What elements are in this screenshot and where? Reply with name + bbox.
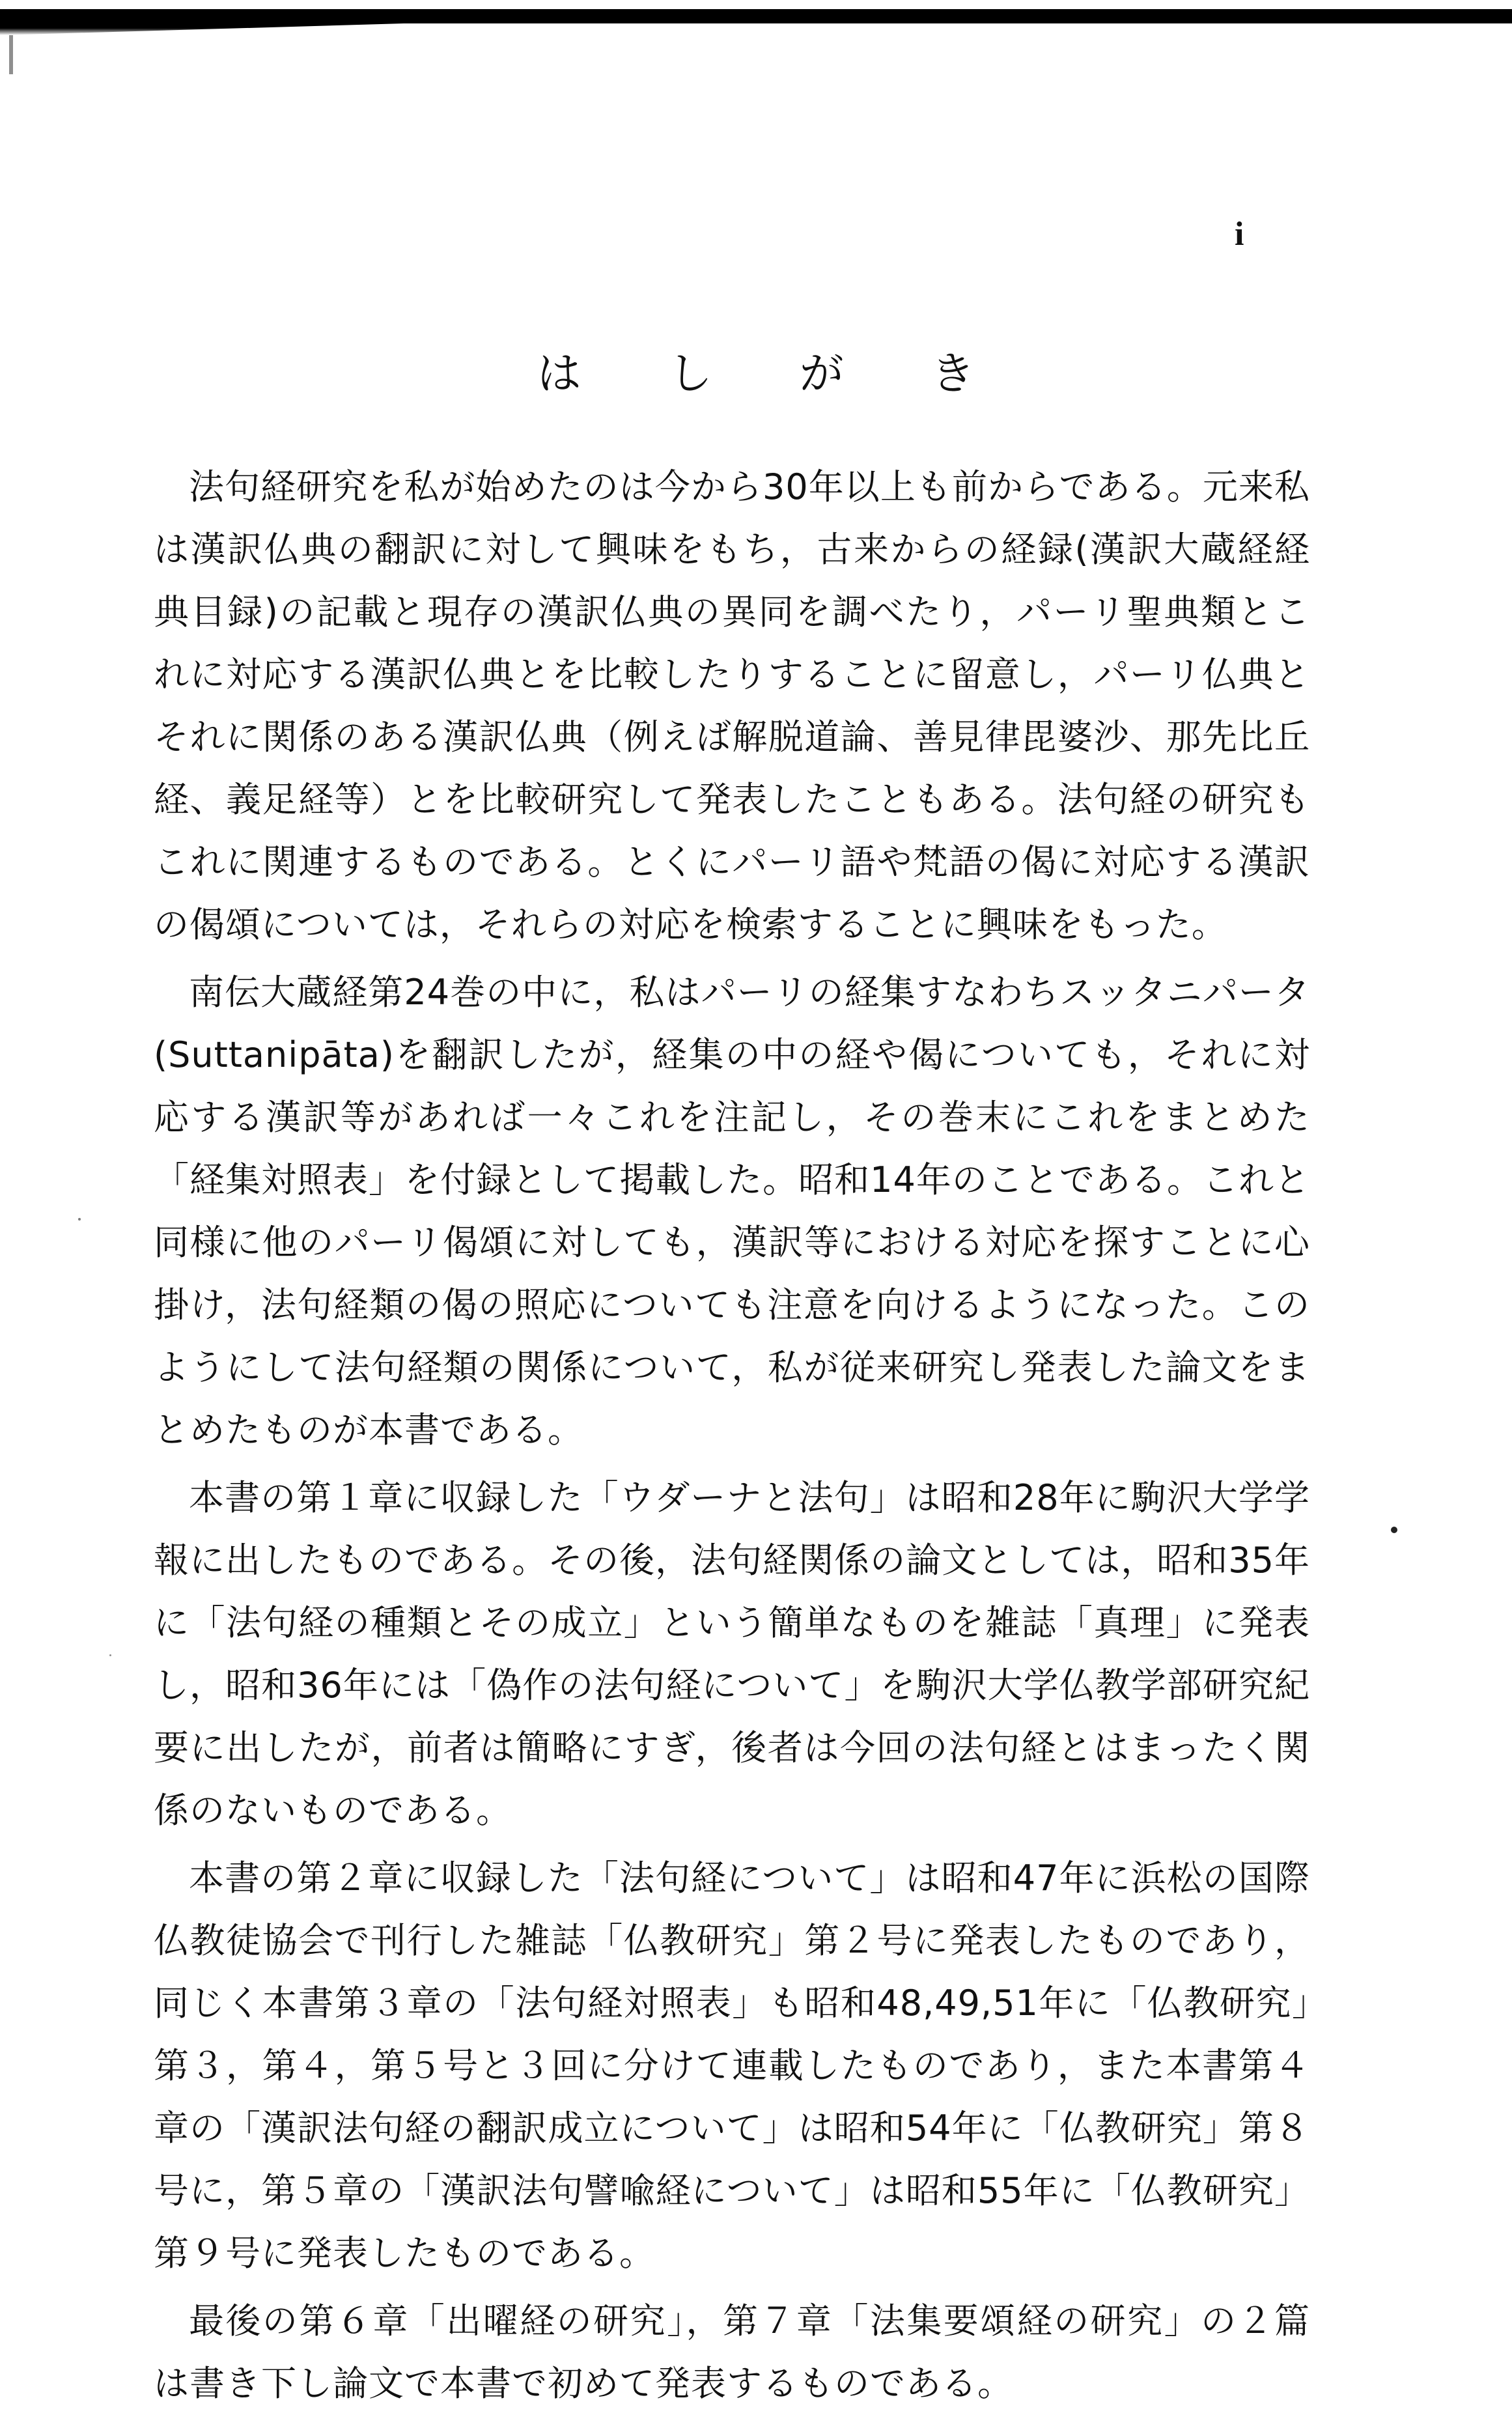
paragraph-4: 本書の第２章に収録した「法句経について」は昭和47年に浜松の国際仏教徒協会で刊行した雑誌「仏教研究」第２号に発表したものであり，同じく本書第３章の「法句経対照表」も昭和48,49,51年に「仏教研究」第３，第４，第５号と３回に分けて連載したものであり，また本書第４章の「漢訳法句経の翻訳成立について」は昭和54年に「仏教研究」第８号に，第５章の「漢訳法句譬喩経について」は昭和55年に「仏教研究」第９号に発表したものである。 xyxy=(154,1857,1310,2274)
body-text xyxy=(154,456,1310,2415)
page-number: i xyxy=(1235,216,1244,253)
scan-speck xyxy=(109,1654,111,1656)
scan-edge-mark xyxy=(9,35,13,74)
scan-speck xyxy=(78,1218,81,1221)
paragraph-1: 法句経研究を私が始めたのは今から30年以上も前からである。元来私は漢訳仏典の翻訳に対して興味をもち，古来からの経録(漢訳大蔵経経典目録)の記載と現存の漢訳仏典の異同を調べたり，パーリ聖典類とこれに対応する漢訳仏典とを比較したりすることに留意し，パーリ仏典とそれに関係のある漢訳仏典（例えば解脱道論、善見律毘婆沙、那先比丘経、義足経等）とを比較研究して発表したこともある。法句経の研究もこれに関連するものである。とくにパーリ語や梵語の偈に対応する漢訳の偈頌については，それらの対応を検索することに興味をもった。 xyxy=(154,466,1310,945)
paragraph-3: 本書の第１章に収録した「ウダーナと法句」は昭和28年に駒沢大学学報に出したものである。その後，法句経関係の論文としては，昭和35年に「法句経の種類とその成立」という簡単なものを雑誌「真理」に発表し，昭和36年には「偽作の法句経について」を駒沢大学仏教学部研究紀要に出したが，前者は簡略にすぎ，後者は今回の法句経とはまったく関係のないものである。 xyxy=(154,1477,1310,1831)
paragraph-5: 最後の第６章「出曜経の研究」，第７章「法集要頌経の研究」の２篇は書き下し論文で本書で初めて発表するものである。 xyxy=(154,2300,1310,2404)
page-title: は し が き xyxy=(537,348,1012,400)
top-border-shadow xyxy=(0,23,404,35)
top-border-rule xyxy=(0,9,1512,23)
paragraph-2: 南伝大蔵経第24巻の中に，私はパーリの経集すなわちスッタニパータ(Suttanipāta)を翻訳したが，経集の中の経や偈についても，それに対応する漢訳等があれば一々これを注記し，その巻末にこれをまとめた「経集対照表」を付録として掲載した。昭和14年のことである。これと同様に他のパーリ偈頌に対しても，漢訳等における対応を探すことに心掛け，法句経類の偈の照応についても注意を向けるようになった。このようにして法句経類の関係について，私が従来研究し発表した論文をまとめたものが本書である。 xyxy=(154,972,1310,1450)
scan-speck xyxy=(1391,1527,1397,1533)
